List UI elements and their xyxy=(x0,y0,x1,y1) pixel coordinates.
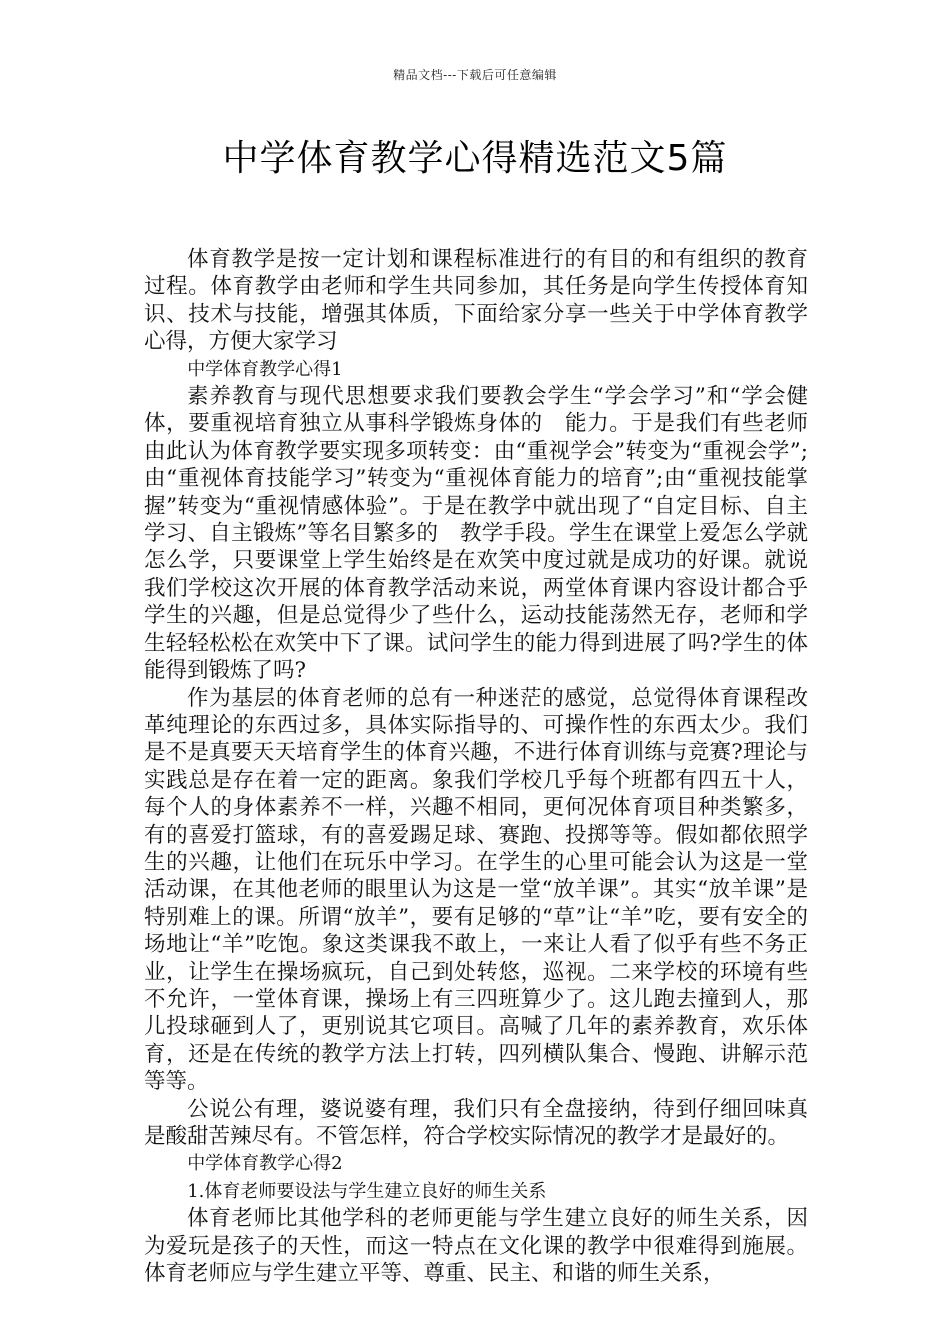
subsection-heading: 1.体育老师要设法与学生建立良好的师生关系 xyxy=(187,1180,547,1202)
body-paragraph: 公说公有理，婆说婆有理，我们只有全盘接纳，待到仔细回味真是酸甜苦辣尽有。不管怎样，符合学校实际情况的教学才是最好的。 xyxy=(144,1096,808,1149)
page-header: 精品文档---下载后可任意编辑 xyxy=(393,68,557,82)
body-paragraph: 体育老师比其他学科的老师更能与学生建立良好的师生关系，因为爱玩是孩子的天性，而这一特点在文化课的教学中很难得到施展。体育老师应与学生建立平等、尊重、民主、和谐的师生关系， xyxy=(144,1206,808,1287)
body-paragraph: 素养教育与现代思想要求我们要教会学生“学会学习”和“学会健体，要重视培育独立从事科学锻炼身体的 能力。于是我们有些老师由此认为体育教学要实现多项转变：由“重视学会”转变为“重视会学”;由“重视体育技能学习”转变为“重视体育能力的培育”;由“重视技能掌握”转变为“重视情感体验”。于是在教学中就出现了“自定目标、自主学习、自主锻炼”等名目繁多的 教学手段。学生在课堂上爱怎么学就怎么学，只要课堂上学生始终是在欢笑中度过就是成功的好课。就说我们学校这次开展的体育教学活动来说，两堂体育课内容设计都合乎学生的兴趣，但是总觉得少了些什么，运动技能荡然无存，老师和学生轻轻松松在欢笑中下了课。试问学生的能力得到进展了吗?学生的体能得到锻炼了吗? xyxy=(144,384,808,684)
intro-paragraph: 体育教学是按一定计划和课程标准进行的有目的和有组织的教育过程。体育教学由老师和学生共同参加，其任务是向学生传授体育知识、技术与技能，增强其体质，下面给家分享一些关于中学体育教学心得，方便大家学习 xyxy=(144,247,808,355)
section-heading-2: 中学体育教学心得2 xyxy=(187,1153,343,1175)
body-paragraph: 作为基层的体育老师的总有一种迷茫的感觉，总觉得体育课程改革纯理论的东西过多，具体实际指导的、可操作性的东西太少。我们是不是真要天天培育学生的体育兴趣，不进行体育训练与竞赛?理论与实践总是存在着一定的距离。象我们学校几乎每个班都有四五十人，每个人的身体素养不一样，兴趣不相同，更何况体育项目种类繁多，有的喜爱打篮球，有的喜爱踢足球、赛跑、投掷等等。假如都依照学生的兴趣，让他们在玩乐中学习。在学生的心里可能会认为这是一堂活动课，在其他老师的眼里认为这是一堂“放羊课”。其实“放羊课”是特别难上的课。所谓“放羊”，要有足够的“草”让“羊”吃，要有安全的场地让“羊”吃饱。象这类课我不敢上，一来让人看了似乎有些不务正业，让学生在操场疯玩，自己到处转悠，巡视。二来学校的环境有些不允许，一堂体育课，操场上有三四班算少了。这儿跑去撞到人，那儿投球砸到人了，更别说其它项目。高喊了几年的素养教育，欢乐体育，还是在传统的教学方法上打转，四列横队集合、慢跑、讲解示范等等。 xyxy=(144,685,808,1095)
document-title: 中学体育教学心得精选范文5篇 xyxy=(222,138,728,179)
section-heading-1: 中学体育教学心得1 xyxy=(187,358,343,380)
document-body xyxy=(144,246,808,1287)
